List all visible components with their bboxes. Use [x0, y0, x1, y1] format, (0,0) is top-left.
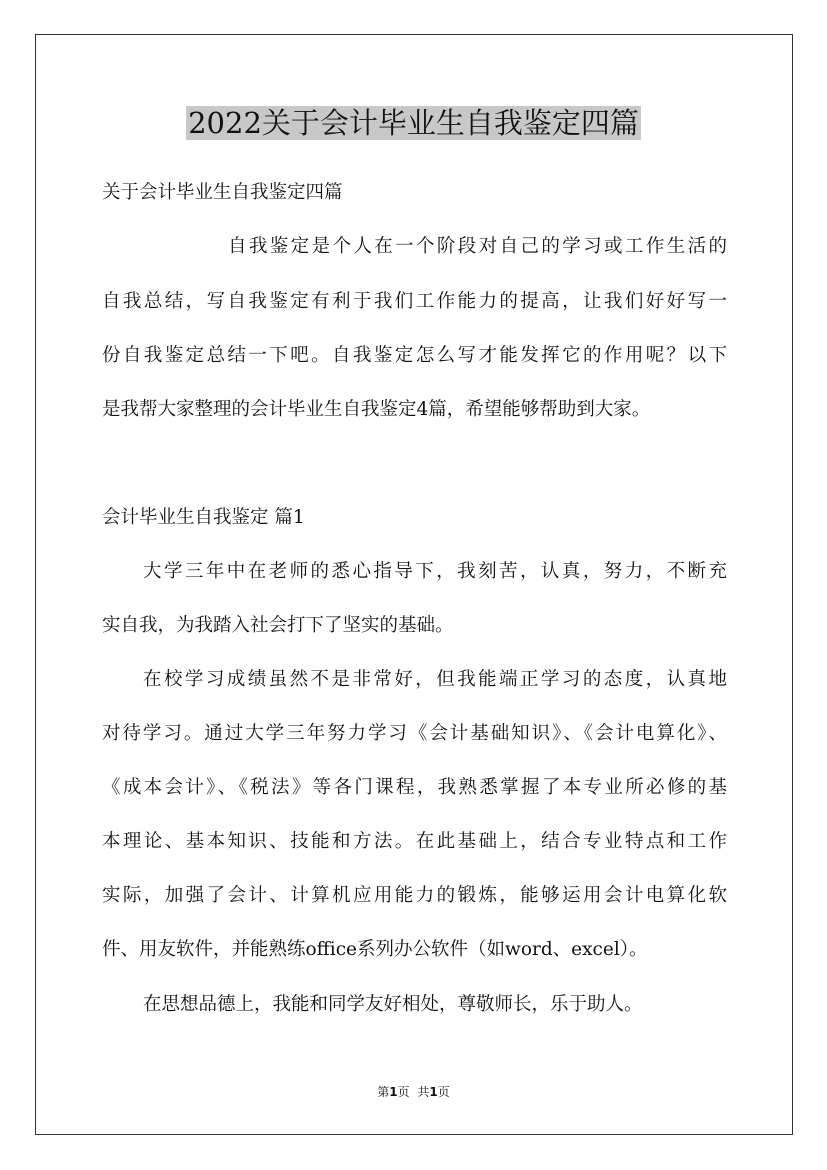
- intro-line-4: 是我帮大家整理的会计毕业生自我鉴定4篇，希望能够帮助到大家。: [102, 399, 651, 420]
- intro-line-2: 自我总结，写自我鉴定有利于我们工作能力的提高，让我们好好写一: [102, 291, 727, 312]
- para1-line-2: 实自我，为我踏入社会打下了坚实的基础。: [102, 615, 454, 636]
- footer-total-number: 1: [429, 1085, 438, 1099]
- para2-line-3: 《成本会计》、《税法》等各门课程，我熟悉掌握了本专业所必修的基: [102, 777, 727, 798]
- document-title-text: 2022关于会计毕业生自我鉴定四篇: [188, 106, 639, 140]
- para2-line-5: 实际，加强了会计、计算机应用能力的锻炼，能够运用会计电算化软: [102, 885, 727, 906]
- para2-line-1: 在校学习成绩虽然不是非常好，但我能端正学习的态度，认真地: [143, 669, 727, 690]
- para2-line-2: 对待学习。通过大学三年努力学习《会计基础知识》、《会计电算化》、: [102, 723, 727, 744]
- intro-line-1: 自我鉴定是个人在一个阶段对自己的学习或工作生活的: [228, 236, 727, 257]
- section-heading: 会计毕业生自我鉴定 篇1: [102, 507, 305, 528]
- subtitle-line: 关于会计毕业生自我鉴定四篇: [102, 182, 343, 203]
- footer-total-unit: 页: [437, 1085, 450, 1099]
- para2-line-4: 本理论、基本知识、技能和方法。在此基础上，结合专业特点和工作: [102, 831, 727, 852]
- intro-line-3: 份自我鉴定总结一下吧。自我鉴定怎么写才能发挥它的作用呢？以下: [102, 345, 727, 366]
- para3-line-1: 在思想品德上，我能和同学友好相处，尊敬师长，乐于助人。: [143, 994, 643, 1015]
- document-title: [0, 103, 827, 143]
- para1-line-1: 大学三年中在老师的悉心指导下，我刻苦，认真，努力，不断充: [143, 561, 727, 582]
- footer-total-label: 共: [417, 1085, 430, 1099]
- page-footer: [0, 1083, 827, 1101]
- footer-page-number: 1: [389, 1085, 398, 1099]
- footer-page-label: 第: [377, 1085, 390, 1099]
- footer-page-unit: 页: [397, 1085, 410, 1099]
- para2-line-6: 件、用友软件，并能熟练office系列办公软件（如word、excel）。: [102, 939, 648, 960]
